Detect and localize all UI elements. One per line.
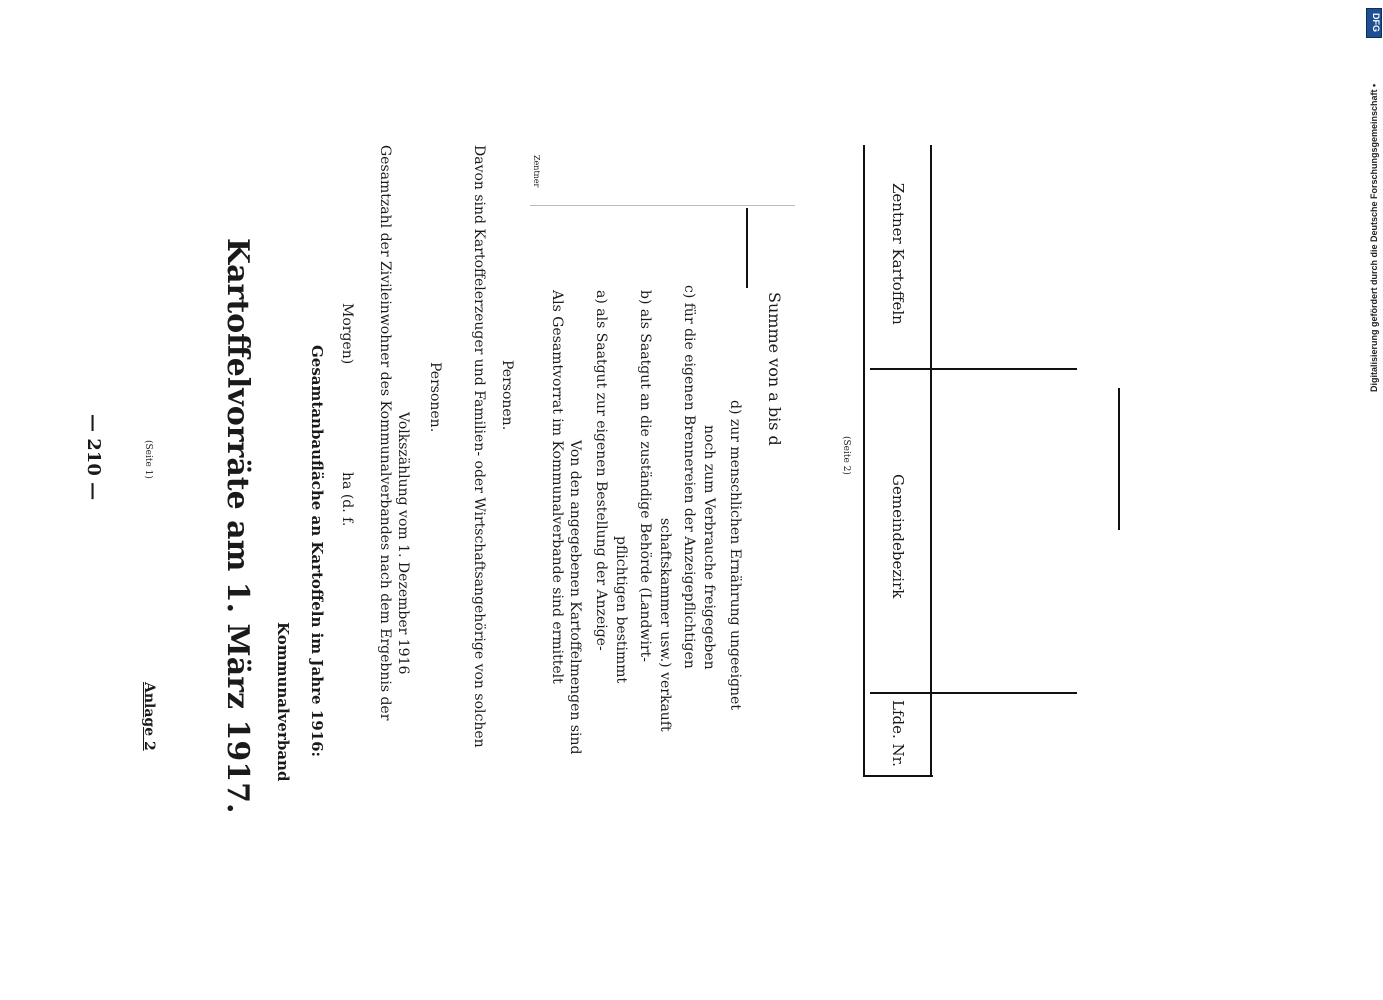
item-c-line-1: c) für die eigenen Brennereien der Anzeigepflichtigen: [681, 285, 697, 669]
dfg-logo: [1366, 8, 1382, 38]
table-col-divider-1: [870, 692, 1077, 694]
zentner-column-rule: [530, 205, 795, 206]
zentner-column-header: Zentner: [532, 155, 541, 188]
page-title: Kartoffelvorräte am 1. März 1917.: [220, 238, 255, 814]
ha-label: ha (d. f.: [339, 472, 355, 527]
kommunalverband-label: Kommunalverband: [274, 622, 292, 782]
item-a-line-2: pflichtigen bestimmt: [613, 536, 629, 684]
davon-line: Davon sind Kartoffelerzeuger und Familien- oder Wirtschaftsangehörige von solchen: [471, 145, 487, 748]
table-header-rule: [930, 145, 932, 777]
item-a-line-1: a) als Saatgut zur eigenen Bestellung der Anzeige-: [593, 290, 609, 651]
morgen-label: Morgen): [339, 303, 355, 365]
item-c-line-2: noch zum Verbrauche freigegeben: [701, 425, 717, 670]
summe-line: Summe von a bis d: [765, 292, 784, 446]
zivil-line-2: Volkszählung vom 1. Dezember 1916: [395, 412, 411, 675]
anbauflaeche-label: Gesamtanbaufläche an Kartoffeln im Jahre 1916:: [308, 345, 326, 758]
personen-1: Personen.: [427, 362, 443, 433]
dfg-logo-text: DFG: [1371, 13, 1381, 32]
seite-1-label: (Seite 1): [143, 440, 153, 479]
page-number: — 210 —: [83, 414, 104, 501]
sum-rule: [746, 208, 748, 288]
table-header-gemeindebezirk: Gemeindebezirk: [889, 474, 907, 599]
personen-2: Personen.: [499, 360, 515, 431]
table-header-lfde-nr: Lfde. Nr.: [889, 700, 907, 767]
table-header-zentner-kartoffeln: Zentner Kartoffeln: [889, 183, 907, 325]
side-credit: Digitalisierung gefördert durch die Deutsche Forschungsgemeinschaft •: [1369, 83, 1379, 392]
seite-2-label: (Seite 2): [841, 436, 851, 475]
anlage-label: Anlage 2: [141, 682, 157, 751]
gesamt-line: Als Gesamtvorrat im Kommunalverbande sind ermittelt: [549, 290, 565, 684]
von-line: Von den angegebenen Kartoffelmengen sind: [567, 440, 583, 755]
item-b-line-2: schaftskammer usw.) verkauft: [657, 518, 673, 732]
table-top-cap: [863, 775, 933, 777]
table-top-rule: [863, 145, 865, 777]
zivil-line-1: Gesamtzahl der Zivileinwohner des Kommunalverbandes nach dem Ergebnis der: [377, 145, 393, 721]
separator-rule: [1118, 388, 1120, 530]
table-col-divider-2: [870, 368, 1077, 370]
item-b-line-1: b) als Saatgut an die zuständige Behörde (Landwirt-: [637, 290, 653, 662]
item-d-line: d) zur menschlichen Ernährung ungeeignet: [727, 400, 743, 710]
